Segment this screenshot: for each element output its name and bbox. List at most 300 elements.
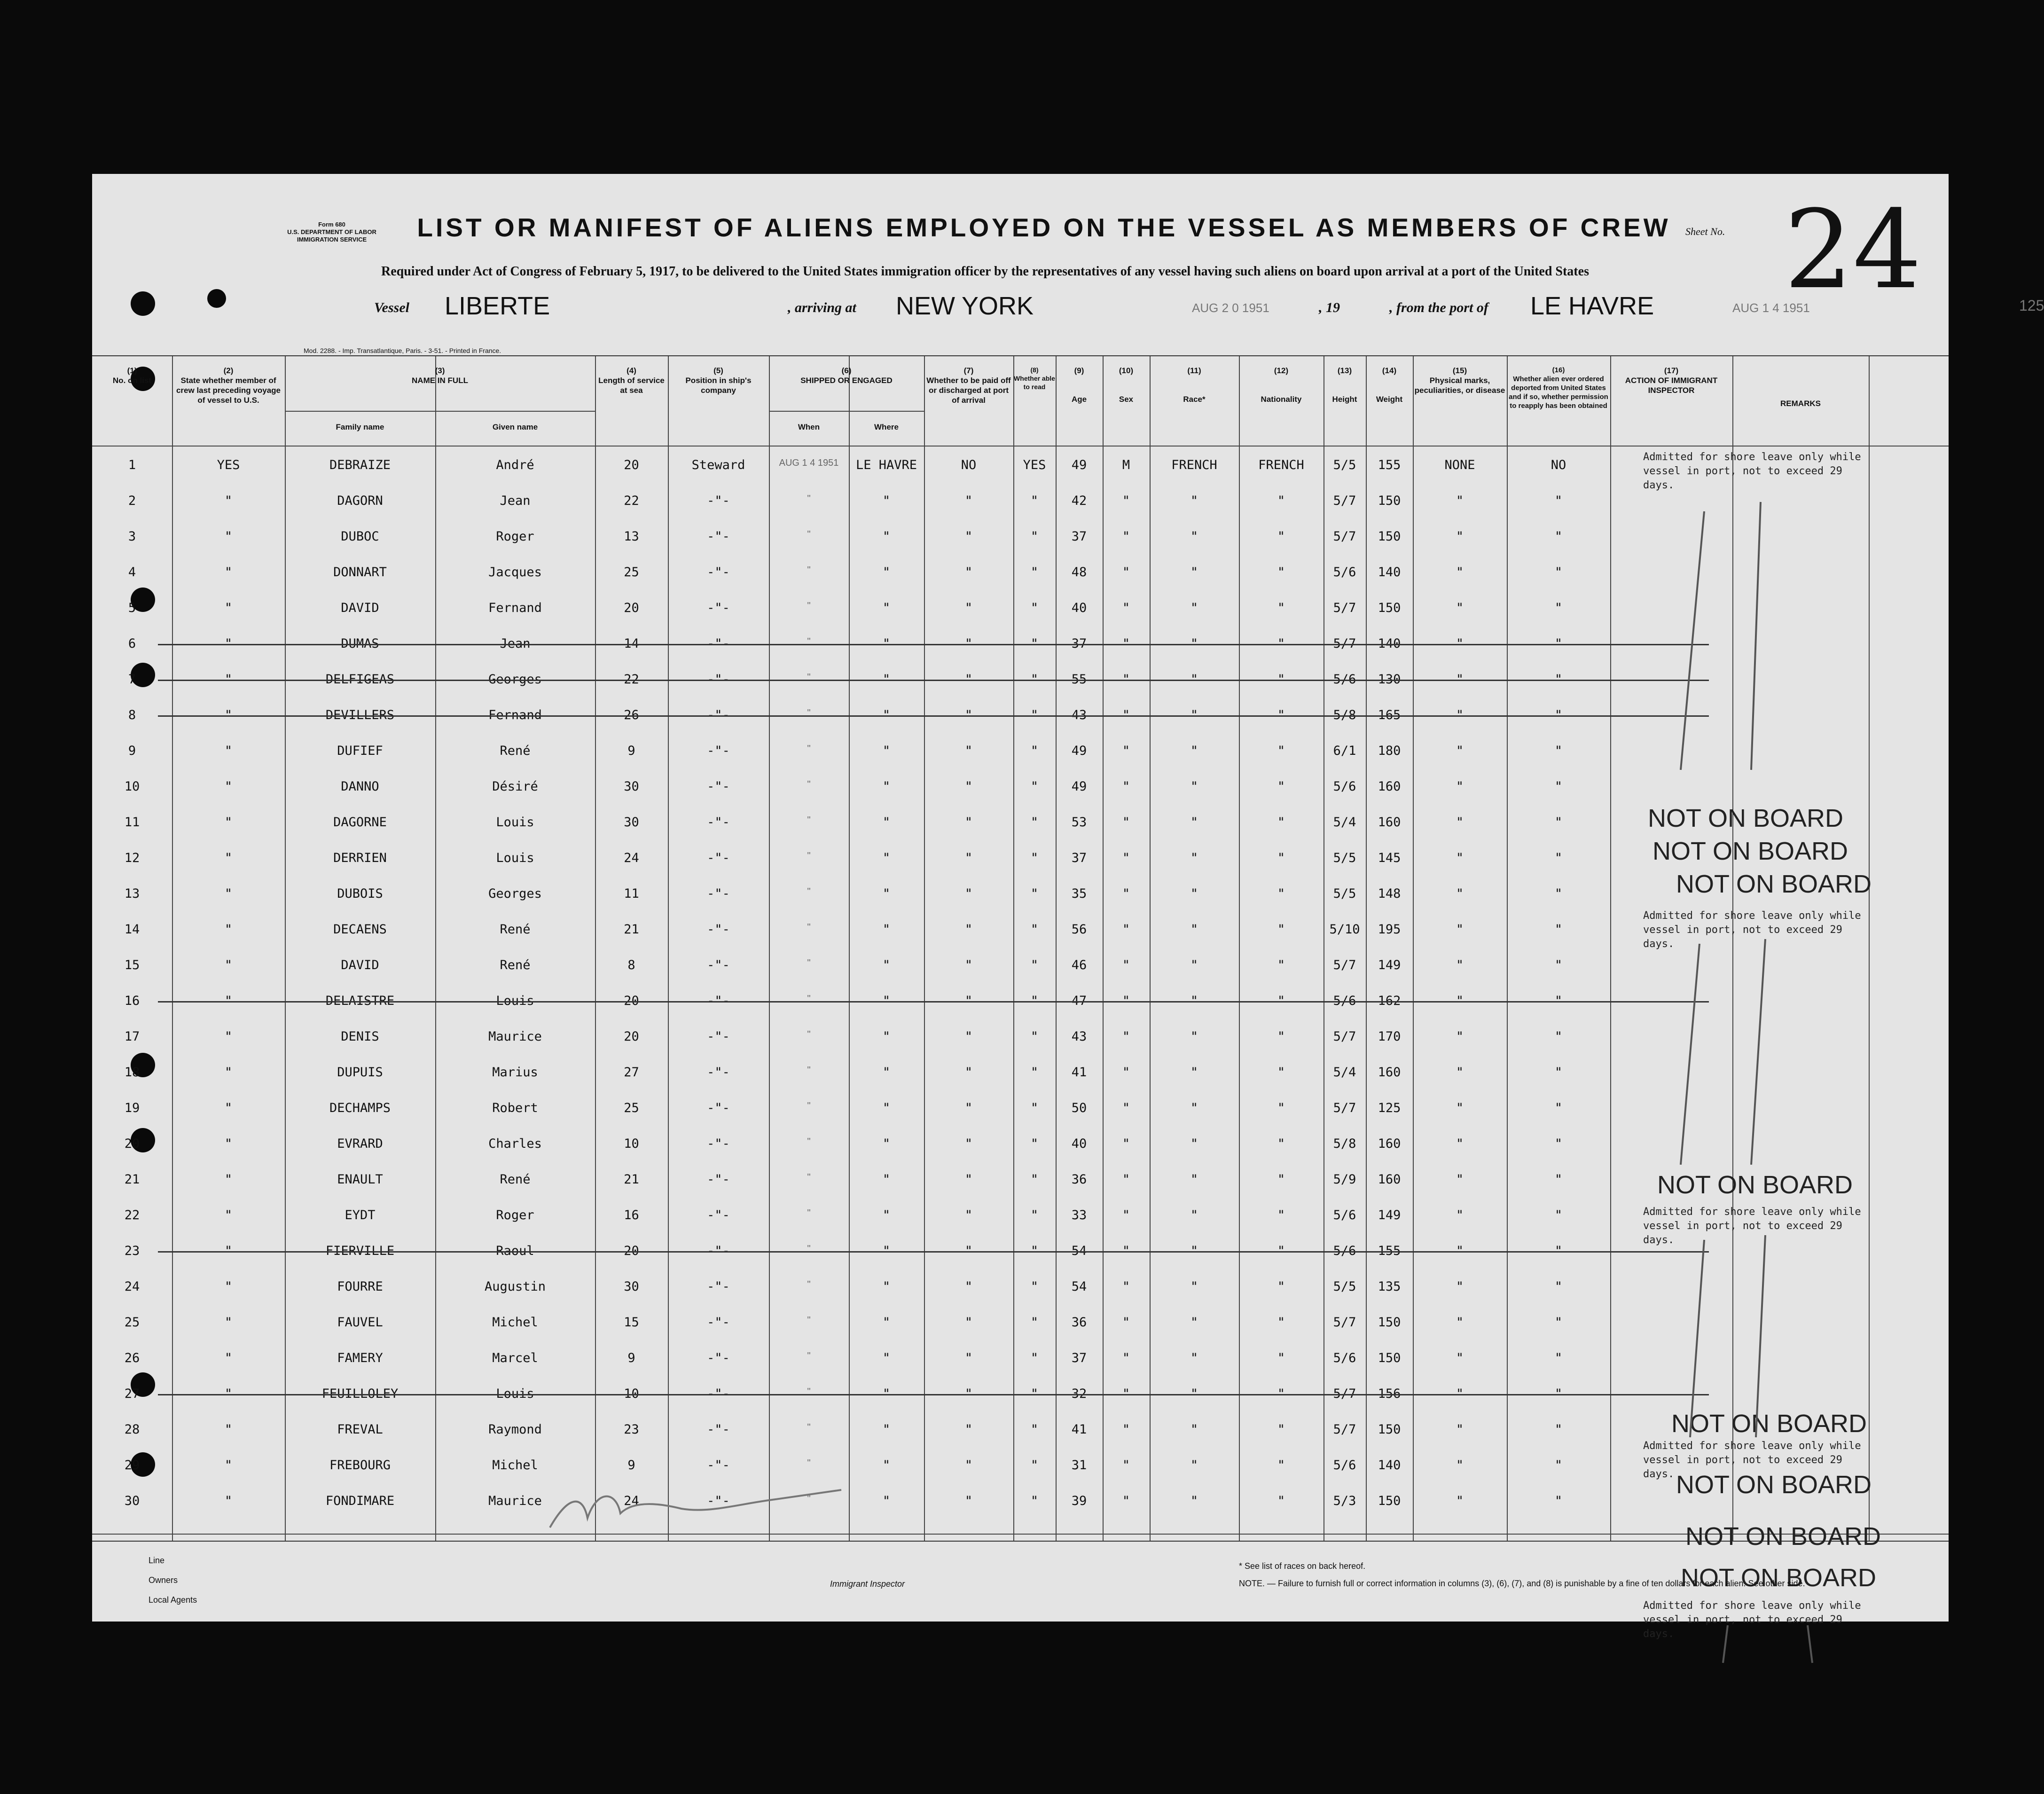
cell-deported: " xyxy=(1554,1351,1563,1365)
cell-when: " xyxy=(807,744,811,754)
cell-height: 5/7 xyxy=(1333,1101,1356,1115)
cell-given: Jacques xyxy=(488,565,542,580)
col-header-no: (1) No. on list xyxy=(112,366,152,385)
cell-race: " xyxy=(1190,1101,1198,1115)
cell-given: Augustin xyxy=(484,1279,546,1294)
cell-race: " xyxy=(1190,1244,1198,1258)
cell-when: " xyxy=(807,1458,811,1468)
cell-sex: " xyxy=(1122,1101,1130,1115)
vessel-line xyxy=(374,292,2044,328)
cell-deported: " xyxy=(1554,1387,1563,1401)
cell-race: " xyxy=(1190,1172,1198,1187)
cell-paid: " xyxy=(964,1279,973,1294)
cell-service: 25 xyxy=(624,1101,639,1115)
cell-age: 37 xyxy=(1071,636,1087,651)
cell-no: 3 xyxy=(128,529,136,544)
cell-deported: " xyxy=(1554,1422,1563,1437)
cell-family: DAGORNE xyxy=(333,815,387,830)
cell-read: " xyxy=(1030,886,1039,901)
cell-service: 8 xyxy=(627,958,635,972)
cell-paid: " xyxy=(964,1387,973,1401)
cell-position: -"- xyxy=(707,1101,730,1115)
cell-marks: " xyxy=(1456,886,1464,901)
cell-prev: " xyxy=(224,1387,233,1401)
cell-weight: 155 xyxy=(1378,458,1401,472)
cell-deported: " xyxy=(1554,1101,1563,1115)
cell-sex: " xyxy=(1122,1494,1130,1508)
cell-paid: " xyxy=(964,565,973,580)
departure-date-stamp: AUG 1 4 1951 xyxy=(1732,301,1810,315)
cell-when: " xyxy=(807,1279,811,1290)
cell-when: " xyxy=(807,1136,811,1147)
cell-service: 30 xyxy=(624,1279,639,1294)
cell-age: 36 xyxy=(1071,1315,1087,1330)
cell-sex: " xyxy=(1122,494,1130,508)
cell-height: 5/4 xyxy=(1333,1065,1356,1080)
cell-given: Michel xyxy=(492,1458,538,1473)
col-header-inspector-action: (17) ACTION OF IMMIGRANT INSPECTOR xyxy=(1625,366,1718,395)
cell-service: 30 xyxy=(624,815,639,830)
cell-paid: " xyxy=(964,1208,973,1222)
cell-paid: " xyxy=(964,1244,973,1258)
cell-marks: " xyxy=(1456,1208,1464,1222)
cell-no: 24 xyxy=(124,1279,140,1294)
arriving-label: , arriving at xyxy=(788,300,856,315)
cell-given: Georges xyxy=(488,672,542,687)
cell-weight: 125 xyxy=(1378,1101,1401,1115)
cell-position: -"- xyxy=(707,1208,730,1222)
line-label: Line xyxy=(149,1556,165,1565)
cell-marks: " xyxy=(1456,815,1464,830)
cell-race: " xyxy=(1190,1029,1198,1044)
cell-sex: " xyxy=(1122,1458,1130,1473)
cell-paid: " xyxy=(964,1315,973,1330)
cell-nationality: " xyxy=(1277,1351,1285,1365)
cell-position: -"- xyxy=(707,922,730,937)
cell-service: 10 xyxy=(624,1136,639,1151)
cell-when: " xyxy=(807,922,811,932)
cell-when: " xyxy=(807,779,811,790)
cell-deported: " xyxy=(1554,494,1563,508)
cell-given: Marius xyxy=(492,1065,538,1080)
col-header-family-name: Family name xyxy=(336,423,384,431)
cell-family: FREVAL xyxy=(337,1422,383,1437)
cell-race: " xyxy=(1190,779,1198,794)
col-header-name: (3) NAME IN FULL xyxy=(412,366,468,385)
col-header-height: (13) Height xyxy=(1332,366,1357,404)
cell-service: 13 xyxy=(624,529,639,544)
cell-prev: " xyxy=(224,815,233,830)
cell-marks: " xyxy=(1456,1458,1464,1473)
cell-read: " xyxy=(1030,494,1039,508)
cell-marks: " xyxy=(1456,636,1464,651)
cell-prev: " xyxy=(224,958,233,972)
cell-nationality: " xyxy=(1277,922,1285,937)
cell-marks: " xyxy=(1456,1279,1464,1294)
cell-position: -"- xyxy=(707,1172,730,1187)
col-header-deported: (16) Whether alien ever ordered deported from United States and if so, whether permission to reapply has been obtained xyxy=(1509,366,1608,410)
form-title: LIST OR MANIFEST OF ALIENS EMPLOYED ON THE VESSEL AS MEMBERS OF CREW xyxy=(417,213,1671,242)
cell-when: " xyxy=(807,601,811,611)
cell-position: -"- xyxy=(707,1244,730,1258)
cell-when: " xyxy=(807,851,811,861)
cell-age: 48 xyxy=(1071,565,1087,580)
cell-read: " xyxy=(1030,1458,1039,1473)
printer-note: Mod. 2288. - Imp. Transatlantique, Paris. - 3-51. - Printed in France. xyxy=(304,347,501,354)
cell-no: 22 xyxy=(124,1208,140,1222)
cell-read: " xyxy=(1030,1208,1039,1222)
cell-prev: " xyxy=(224,1494,233,1508)
cell-no: 30 xyxy=(124,1494,140,1508)
cell-height: 5/5 xyxy=(1333,886,1356,901)
cell-age: 54 xyxy=(1071,1244,1087,1258)
cell-family: FONDIMARE xyxy=(325,1494,395,1508)
cell-read: " xyxy=(1030,1172,1039,1187)
cell-position: -"- xyxy=(707,1458,730,1473)
cell-position: -"- xyxy=(707,1422,730,1437)
cell-race: " xyxy=(1190,994,1198,1008)
cell-age: 49 xyxy=(1071,458,1087,472)
cell-sex: " xyxy=(1122,1351,1130,1365)
cell-where: " xyxy=(882,1065,891,1080)
cell-deported: " xyxy=(1554,636,1563,651)
cell-nationality: " xyxy=(1277,744,1285,758)
cell-service: 11 xyxy=(624,886,639,901)
cell-height: 5/6 xyxy=(1333,1244,1356,1258)
cell-age: 49 xyxy=(1071,779,1087,794)
cell-height: 5/4 xyxy=(1333,815,1356,830)
cell-family: DUPUIS xyxy=(337,1065,383,1080)
cell-no: 5 xyxy=(128,601,136,615)
cell-service: 16 xyxy=(624,1208,639,1222)
cell-age: 37 xyxy=(1071,1351,1087,1365)
cell-prev: " xyxy=(224,994,233,1008)
cell-read: " xyxy=(1030,744,1039,758)
cell-given: Louis xyxy=(496,815,534,830)
cell-position: -"- xyxy=(707,708,730,722)
col-header-prev-voyage: (2) State whether member of crew last preceding voyage of vessel to U.S. xyxy=(176,366,281,405)
cell-family: EVRARD xyxy=(337,1136,383,1151)
col-header-read: (8) Whether able to read xyxy=(1014,366,1055,391)
cell-nationality: " xyxy=(1277,851,1285,865)
cell-prev: " xyxy=(224,1315,233,1330)
cell-marks: " xyxy=(1456,494,1464,508)
cell-weight: 149 xyxy=(1378,958,1401,972)
cell-service: 21 xyxy=(624,922,639,937)
cell-given: Charles xyxy=(488,1136,542,1151)
cell-read: " xyxy=(1030,565,1039,580)
not-on-board-stamp: NOT ON BOARD xyxy=(1648,804,1844,832)
cell-family: FAMERY xyxy=(337,1351,383,1365)
cell-age: 31 xyxy=(1071,1458,1087,1473)
cell-paid: " xyxy=(964,529,973,544)
cell-family: DUMAS xyxy=(341,636,379,651)
cell-read: " xyxy=(1030,708,1039,722)
cell-position: Steward xyxy=(691,458,745,472)
cell-paid: NO xyxy=(961,458,977,472)
cell-where: " xyxy=(882,851,891,865)
cell-family: FEUILLOLEY xyxy=(321,1387,399,1401)
cell-height: 5/7 xyxy=(1333,1422,1356,1437)
cell-given: Maurice xyxy=(488,1029,542,1044)
cell-position: -"- xyxy=(707,744,730,758)
admitted-stamp: Admitted for shore leave only while vessel in port, not to exceed 29 days. xyxy=(1643,451,1861,491)
cell-position: -"- xyxy=(707,1387,730,1401)
cell-read: " xyxy=(1030,1065,1039,1080)
cell-paid: " xyxy=(964,886,973,901)
cell-where: " xyxy=(882,779,891,794)
cell-paid: " xyxy=(964,601,973,615)
cell-when: " xyxy=(807,529,811,540)
col-header-remarks: REMARKS xyxy=(1780,399,1821,408)
cell-prev: " xyxy=(224,494,233,508)
cell-prev: " xyxy=(224,529,233,544)
cell-no: 10 xyxy=(124,779,140,794)
cell-height: 5/6 xyxy=(1333,779,1356,794)
col-header-nationality: (12) Nationality xyxy=(1261,366,1302,404)
cell-marks: " xyxy=(1456,529,1464,544)
cell-height: 5/7 xyxy=(1333,601,1356,615)
cell-weight: 160 xyxy=(1378,779,1401,794)
cell-position: -"- xyxy=(707,1029,730,1044)
cell-no: 15 xyxy=(124,958,140,972)
cell-age: 46 xyxy=(1071,958,1087,972)
cell-age: 53 xyxy=(1071,815,1087,830)
cell-height: 5/6 xyxy=(1333,1208,1356,1222)
cell-prev: " xyxy=(224,1458,233,1473)
cell-nationality: " xyxy=(1277,815,1285,830)
cell-where: " xyxy=(882,1351,891,1365)
cell-marks: NONE xyxy=(1444,458,1475,472)
cell-where: " xyxy=(882,1279,891,1294)
cell-nationality: " xyxy=(1277,1101,1285,1115)
form-number: Form 680 xyxy=(318,221,345,228)
cell-where: " xyxy=(882,815,891,830)
cell-read: " xyxy=(1030,1029,1039,1044)
cell-deported: " xyxy=(1554,815,1563,830)
cell-weight: 140 xyxy=(1378,565,1401,580)
cell-height: 5/9 xyxy=(1333,1172,1356,1187)
cell-given: André xyxy=(496,458,534,472)
cell-weight: 150 xyxy=(1378,1351,1401,1365)
cell-prev: " xyxy=(224,1279,233,1294)
cell-race: " xyxy=(1190,958,1198,972)
cell-sex: " xyxy=(1122,1422,1130,1437)
col-header-race: (11) Race* xyxy=(1183,366,1206,404)
cell-where: " xyxy=(882,922,891,937)
cell-sex: " xyxy=(1122,1208,1130,1222)
cell-nationality: " xyxy=(1277,494,1285,508)
cell-when: " xyxy=(807,494,811,504)
department-name: U.S. DEPARTMENT OF LABOR xyxy=(287,228,376,235)
cell-prev: " xyxy=(224,1172,233,1187)
cell-deported: " xyxy=(1554,565,1563,580)
cell-deported: " xyxy=(1554,672,1563,687)
cell-race: " xyxy=(1190,494,1198,508)
cell-race: " xyxy=(1190,815,1198,830)
cell-age: 43 xyxy=(1071,1029,1087,1044)
cell-prev: " xyxy=(224,1351,233,1365)
cell-paid: " xyxy=(964,1101,973,1115)
cell-sex: " xyxy=(1122,565,1130,580)
cell-prev: " xyxy=(224,1136,233,1151)
cell-no: 7 xyxy=(128,672,136,687)
cell-where: " xyxy=(882,565,891,580)
cell-position: -"- xyxy=(707,1065,730,1080)
cell-where: " xyxy=(882,1136,891,1151)
cell-race: " xyxy=(1190,1279,1198,1294)
cell-no: 9 xyxy=(128,744,136,758)
cell-read: " xyxy=(1030,636,1039,651)
cell-given: Roger xyxy=(496,529,534,544)
cell-no: 26 xyxy=(124,1351,140,1365)
cell-service: 20 xyxy=(624,994,639,1008)
cell-read: " xyxy=(1030,1351,1039,1365)
cell-where: " xyxy=(882,636,891,651)
cell-service: 27 xyxy=(624,1065,639,1080)
cell-nationality: " xyxy=(1277,601,1285,615)
arrival-date-stamp: AUG 2 0 1951 xyxy=(1192,301,1269,315)
col-header-given-name: Given name xyxy=(492,423,538,431)
cell-given: Raoul xyxy=(496,1244,534,1258)
cell-sex: " xyxy=(1122,886,1130,901)
cell-age: 40 xyxy=(1071,601,1087,615)
cell-read: YES xyxy=(1023,458,1046,472)
cell-given: René xyxy=(500,958,531,972)
cell-race: " xyxy=(1190,565,1198,580)
cell-when: " xyxy=(807,1351,811,1361)
cell-sex: " xyxy=(1122,744,1130,758)
cell-given: Marcel xyxy=(492,1351,538,1365)
cell-age: 49 xyxy=(1071,744,1087,758)
cell-where: " xyxy=(882,1458,891,1473)
cell-where: " xyxy=(882,1315,891,1330)
cell-family: DUBOC xyxy=(341,529,379,544)
col-header-when: When xyxy=(798,423,820,431)
cell-sex: " xyxy=(1122,1244,1130,1258)
col-header-weight: (14) Weight xyxy=(1376,366,1403,404)
cell-where: " xyxy=(882,1387,891,1401)
cell-when: " xyxy=(807,1244,811,1254)
cell-when: " xyxy=(807,1387,811,1397)
cell-service: 30 xyxy=(624,779,639,794)
cell-weight: 195 xyxy=(1378,922,1401,937)
cell-paid: " xyxy=(964,672,973,687)
cell-read: " xyxy=(1030,1315,1039,1330)
not-on-board-stamp: NOT ON BOARD xyxy=(1671,1410,1867,1438)
cell-where: " xyxy=(882,1494,891,1508)
not-on-board-stamp: NOT ON BOARD xyxy=(1676,1471,1872,1499)
cell-sex: " xyxy=(1122,815,1130,830)
cell-where: " xyxy=(882,1422,891,1437)
cell-when: " xyxy=(807,672,811,682)
cell-where: " xyxy=(882,494,891,508)
from-port: LE HAVRE xyxy=(1530,292,1654,320)
cell-height: 5/6 xyxy=(1333,1351,1356,1365)
cell-height: 6/1 xyxy=(1333,744,1356,758)
cell-height: 5/5 xyxy=(1333,851,1356,865)
cell-deported: " xyxy=(1554,529,1563,544)
cell-where: " xyxy=(882,958,891,972)
cell-height: 5/7 xyxy=(1333,636,1356,651)
cell-height: 5/7 xyxy=(1333,494,1356,508)
cell-weight: 148 xyxy=(1378,886,1401,901)
cell-no: 21 xyxy=(124,1172,140,1187)
cell-prev: " xyxy=(224,744,233,758)
cell-family: DAVID xyxy=(341,958,379,972)
cell-sex: " xyxy=(1122,1029,1130,1044)
cell-deported: " xyxy=(1554,1172,1563,1187)
cell-paid: " xyxy=(964,1029,973,1044)
cell-given: Louis xyxy=(496,851,534,865)
punch-hole xyxy=(131,291,155,316)
cell-deported: " xyxy=(1554,1279,1563,1294)
cell-race: " xyxy=(1190,1065,1198,1080)
cell-sex: " xyxy=(1122,851,1130,865)
cell-paid: " xyxy=(964,494,973,508)
cell-service: 20 xyxy=(624,1244,639,1258)
cell-given: Louis xyxy=(496,994,534,1008)
col-header-where: Where xyxy=(874,423,899,431)
cell-when: " xyxy=(807,1065,811,1075)
cell-no: 27 xyxy=(124,1387,140,1401)
cell-read: " xyxy=(1030,1387,1039,1401)
cell-nationality: " xyxy=(1277,565,1285,580)
cell-age: 40 xyxy=(1071,1136,1087,1151)
cell-marks: " xyxy=(1456,994,1464,1008)
service-name: IMMIGRATION SERVICE xyxy=(297,236,367,243)
cell-weight: 149 xyxy=(1378,1208,1401,1222)
cell-sex: " xyxy=(1122,1172,1130,1187)
cell-marks: " xyxy=(1456,672,1464,687)
cell-deported: " xyxy=(1554,1315,1563,1330)
cell-when: " xyxy=(807,1494,811,1504)
cell-prev: " xyxy=(224,601,233,615)
cell-marks: " xyxy=(1456,851,1464,865)
cell-when: " xyxy=(807,1208,811,1218)
cell-family: DELFIGEAS xyxy=(325,672,395,687)
cell-height: 5/3 xyxy=(1333,1494,1356,1508)
cell-when: " xyxy=(807,815,811,825)
cell-given: Jean xyxy=(500,494,531,508)
cell-nationality: " xyxy=(1277,1029,1285,1044)
cell-position: -"- xyxy=(707,1279,730,1294)
cell-family: EYDT xyxy=(345,1208,376,1222)
cell-position: -"- xyxy=(707,958,730,972)
not-on-board-stamp: NOT ON BOARD xyxy=(1657,1171,1853,1199)
cell-race: " xyxy=(1190,922,1198,937)
cell-sex: " xyxy=(1122,529,1130,544)
cell-service: 26 xyxy=(624,708,639,722)
cell-paid: " xyxy=(964,1351,973,1365)
cell-race: " xyxy=(1190,1351,1198,1365)
cell-service: 10 xyxy=(624,1387,639,1401)
cell-race: FRENCH xyxy=(1171,458,1217,472)
cell-service: 9 xyxy=(627,744,635,758)
owners-label: Owners xyxy=(149,1575,178,1585)
cell-deported: " xyxy=(1554,1458,1563,1473)
cell-nationality: " xyxy=(1277,1244,1285,1258)
cell-service: 22 xyxy=(624,494,639,508)
cell-where: " xyxy=(882,994,891,1008)
cell-age: 32 xyxy=(1071,1387,1087,1401)
cell-paid: " xyxy=(964,922,973,937)
cell-deported: " xyxy=(1554,1065,1563,1080)
cell-read: " xyxy=(1030,601,1039,615)
cell-given: René xyxy=(500,744,531,758)
cell-no: 28 xyxy=(124,1422,140,1437)
cell-read: " xyxy=(1030,851,1039,865)
